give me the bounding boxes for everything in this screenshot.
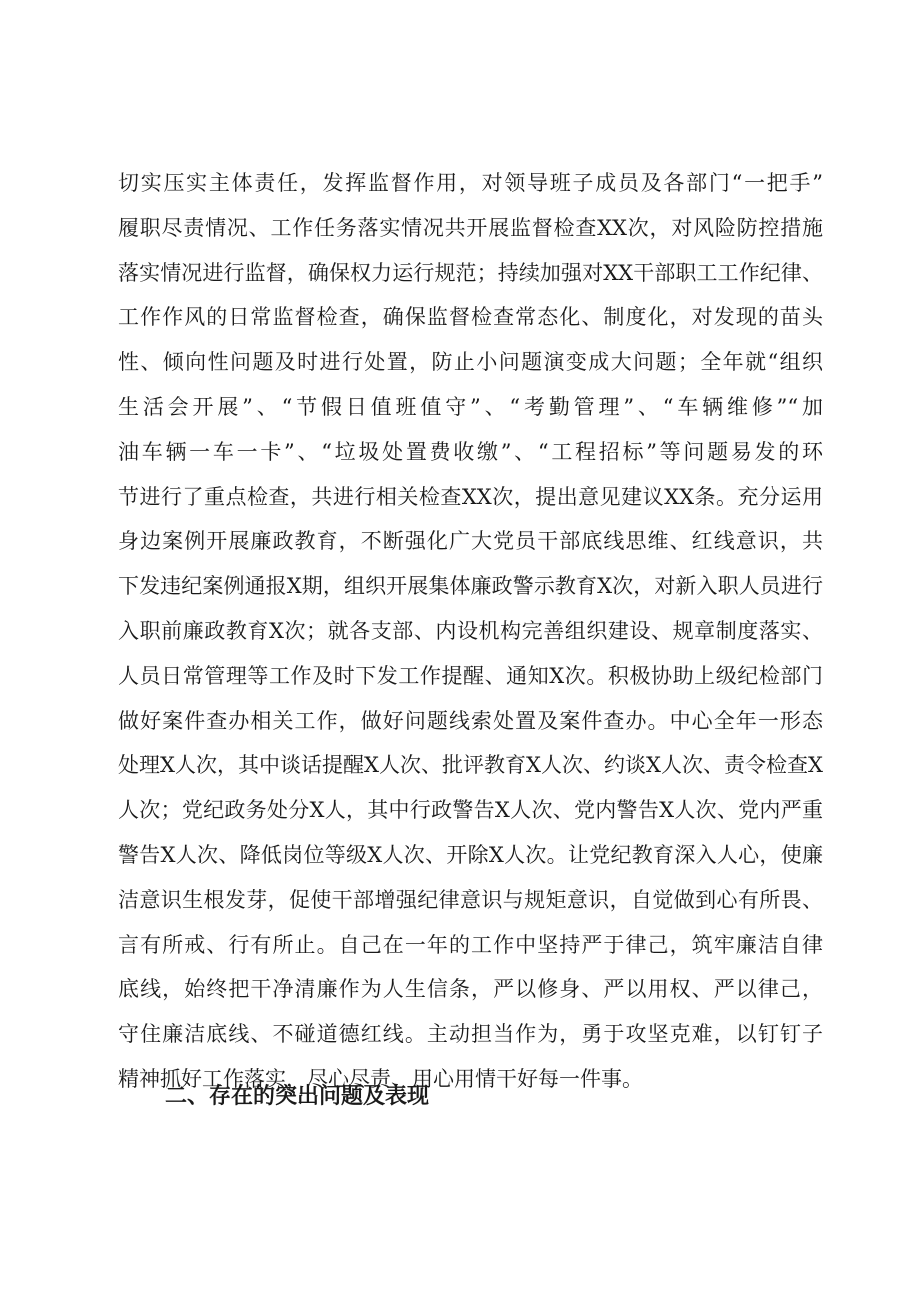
- paragraph-line: 落实情况进行监督，确保权力运行规范；持续加强对XX干部职工工作纪律、: [118, 260, 823, 285]
- paragraph-line: 入职前廉政教育X次；就各支部、内设机构完善组织建设、规章制度落实、: [118, 618, 823, 643]
- paragraph-line: 性、倾向性问题及时进行处置，防止小问题演变成大问题；全年就“组织: [118, 350, 823, 375]
- paragraph-line: 警告X人次、降低岗位等级X人次、开除X人次。让党纪教育深入人心，使廉: [118, 842, 823, 867]
- paragraph-line: 节进行了重点检查，共进行相关检查XX次，提出意见建议XX条。充分运用: [118, 484, 823, 509]
- paragraph-line: 洁意识生根发芽，促使干部增强纪律意识与规矩意识，自觉做到心有所畏、: [118, 887, 823, 912]
- paragraph-line: 切实压实主体责任，发挥监督作用，对领导班子成员及各部门“一把手”: [118, 171, 823, 195]
- paragraph-line: 人员日常管理等工作及时下发工作提醒、通知X次。积极协助上级纪检部门: [118, 663, 823, 688]
- section-heading: 二、存在的突出问题及表现: [165, 1084, 430, 1109]
- paragraph-line: 身边案例开展廉政教育，不断强化广大党员干部底线思维、红线意识，共: [118, 529, 823, 554]
- paragraph-line: 工作作风的日常监督检查，确保监督检查常态化、制度化，对发现的苗头: [118, 305, 823, 330]
- paragraph-line: 处理X人次，其中谈话提醒X人次、批评教育X人次、约谈X人次、责令检查X: [118, 753, 823, 778]
- paragraph-line: 人次；党纪政务处分X人，其中行政警告X人次、党内警告X人次、党内严重: [118, 798, 823, 823]
- paragraph-line: 生活会开展”、“节假日值班值守”、“考勤管理”、“车辆维修”“加: [118, 394, 823, 419]
- body-paragraph: [118, 161, 823, 1102]
- paragraph-line: 底线，始终把干净清廉作为人生信条，严以修身、严以用权、严以律己，: [118, 977, 823, 1002]
- paragraph-line: 守住廉洁底线、不碰道德红线。主动担当作为，勇于攻坚克难，以钉钉子: [118, 1022, 823, 1047]
- paragraph-line: 履职尽责情况、工作任务落实情况共开展监督检查XX次，对风险防控措施: [118, 215, 823, 240]
- paragraph-line: 言有所戒、行有所止。自己在一年的工作中坚持严于律己，筑牢廉洁自律: [118, 932, 823, 957]
- paragraph-line: 油车辆一车一卡”、“垃圾处置费收缴”、“工程招标”等问题易发的环: [118, 439, 823, 464]
- paragraph-line: 做好案件查办相关工作，做好问题线索处置及案件查办。中心全年一形态: [118, 708, 823, 733]
- paragraph-line: 精神抓好工作落实，尽心尽责、用心用情干好每一件事。: [118, 1066, 643, 1091]
- paragraph-line: 下发违纪案例通报X期，组织开展集体廉政警示教育X次，对新入职人员进行: [118, 574, 823, 599]
